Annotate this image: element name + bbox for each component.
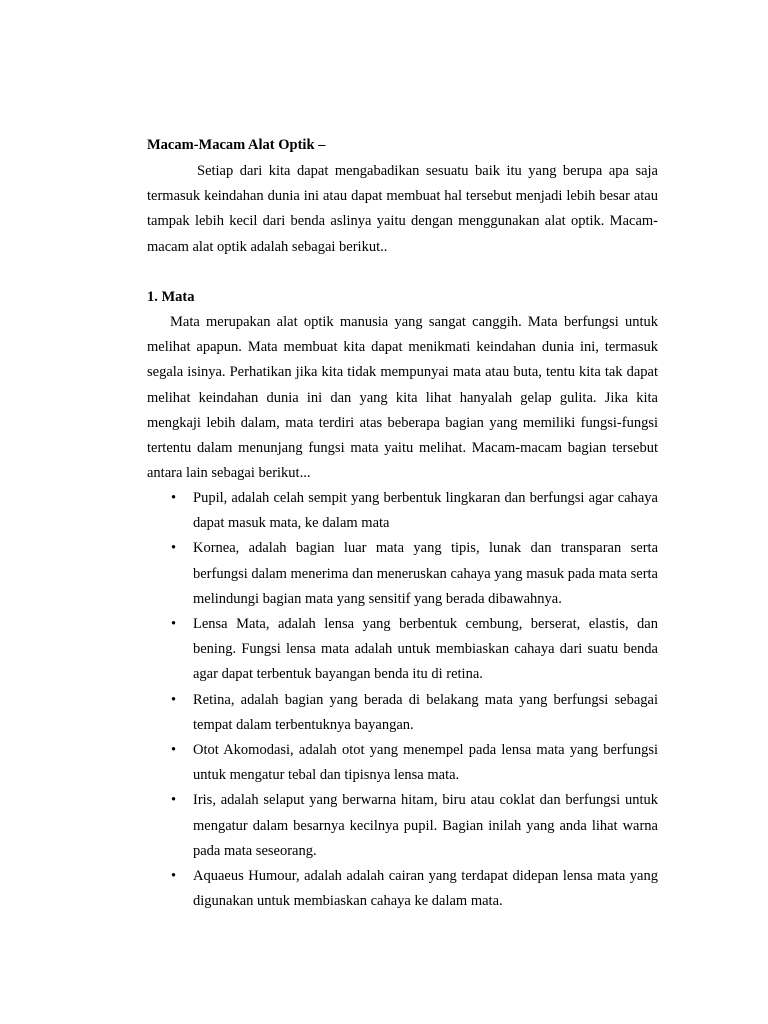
- bullet-icon: •: [171, 616, 177, 633]
- bullet-icon: •: [171, 868, 177, 885]
- document-title: Macam-Macam Alat Optik –: [147, 137, 326, 153]
- intro-paragraph: Setiap dari kita dapat mengabadikan sesuatu baik itu yang berupa apa saja termasuk keindahan dunia ini atau dapat membuat hal tersebut menjadi lebih besar atau tampak lebih kecil dari benda aslinya yaitu dengan menggunakan alat optik. Macam-macam alat optik adalah sebagai berikut..: [147, 163, 658, 255]
- bullet-icon: •: [171, 742, 177, 759]
- mata-paragraph: Mata merupakan alat optik manusia yang sangat canggih. Mata berfungsi untuk melihat apapun. Mata membuat kita dapat menikmati keindahan dunia ini, termasuk segala isinya. Perhatikan jika kita tidak mempunyai mata atau buta, tentu kita tak dapat melihat keindahan dunia ini dan yang kita lihat hanyalah gelap gulita. Jika kita mengkaji lebih dalam, mata terdiri atas beberapa bagian yang memiliki fungsi-fungsi tertentu dalam menunjang fungsi mata yaitu melihat. Macam-macam bagian tersebut antara lain sebagai berikut...: [147, 314, 658, 482]
- list-item-iris: [147, 788, 658, 864]
- list-item-text: Pupil, adalah celah sempit yang berbentuk lingkaran dan berfungsi agar cahaya dapat masuk mata, ke dalam mata: [193, 490, 658, 532]
- list-item-text: Retina, adalah bagian yang berada di belakang mata yang berfungsi sebagai tempat dalam terbentuknya bayangan.: [193, 691, 658, 733]
- list-item-text: Aquaeus Humour, adalah adalah cairan yang terdapat didepan lensa mata yang digunakan untuk membiaskan cahaya ke dalam mata.: [193, 868, 658, 910]
- list-item-lensa-mata: [147, 612, 658, 688]
- list-item-kornea: [147, 536, 658, 612]
- list-item-text: Lensa Mata, adalah lensa yang berbentuk cembung, berserat, elastis, dan bening. Fungsi lensa mata adalah untuk membiaskan cahaya dari suatu benda agar dapat terbentuk bayangan benda itu di retina.: [193, 616, 658, 683]
- bullet-icon: •: [171, 490, 177, 506]
- bullet-icon: •: [171, 792, 177, 809]
- list-item-text: Otot Akomodasi, adalah otot yang menempel pada lensa mata yang berfungsi untuk mengatur tebal dan tipisnya lensa mata.: [193, 742, 658, 784]
- section-heading-mata: 1. Mata: [147, 289, 195, 305]
- list-item-text: Kornea, adalah bagian luar mata yang tipis, lunak dan transparan serta berfungsi dalam menerima dan meneruskan cahaya yang masuk pada mata serta melindungi bagian mata yang sensitif yang berada dibawahnya.: [193, 540, 658, 607]
- list-item-text: Iris, adalah selaput yang berwarna hitam, biru atau coklat dan berfungsi untuk mengatur dalam besarnya kecilnya pupil. Bagian inilah yang anda lihat warna pada mata seseorang.: [193, 792, 658, 859]
- list-item-retina: [147, 688, 658, 738]
- bullet-icon: •: [171, 691, 177, 708]
- list-item-otot-akomodasi: [147, 738, 658, 788]
- bullet-icon: •: [171, 540, 177, 557]
- eye-parts-list: [147, 486, 658, 914]
- list-item-aquaeus-humour: [147, 864, 658, 914]
- list-item-pupil: [147, 486, 658, 536]
